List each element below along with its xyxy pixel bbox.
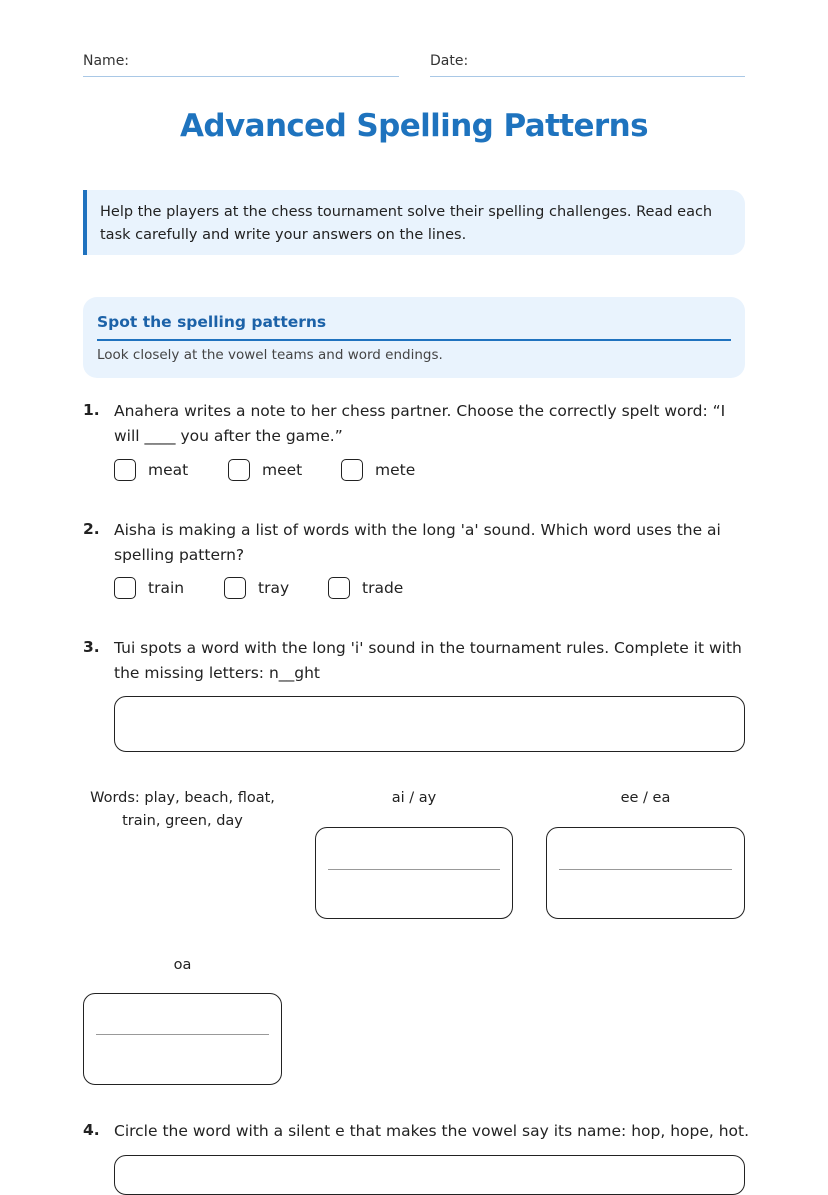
checkbox[interactable] [228, 459, 250, 481]
checkbox[interactable] [341, 459, 363, 481]
sort-box-ai-ay[interactable] [315, 827, 513, 919]
checkbox[interactable] [224, 577, 246, 599]
sort-group-label: oa [173, 957, 192, 973]
writing-line [328, 869, 500, 870]
question-2-option-1[interactable] [114, 577, 184, 599]
question-1-option-1[interactable] [114, 459, 188, 481]
sort-group-label: ee / ea [620, 790, 671, 806]
question-4-text: Circle the word with a silent e that makes the vowel say its name: hop, hope, hot. [114, 1122, 750, 1140]
word-bank: Words: play, beach, float, train, green, day [90, 790, 275, 829]
question-4-answer-box[interactable] [114, 1155, 745, 1195]
date-input-line[interactable] [430, 76, 745, 77]
option-label: meet [262, 461, 303, 479]
date-label: Date: [430, 53, 469, 69]
option-label: train [148, 579, 185, 597]
name-input-line[interactable] [83, 76, 399, 77]
page-title: Advanced Spelling Patterns [180, 108, 648, 144]
question-3-answer-box[interactable] [114, 696, 745, 752]
question-3-text: Tui spots a word with the long 'i' sound in the tournament rules. Complete it with the missing letters: n__ght [114, 639, 742, 682]
intro-callout [83, 190, 745, 255]
section-subtitle: Look closely at the vowel teams and word endings. [97, 347, 443, 363]
question-2-number: 2. [83, 520, 100, 538]
option-label: meat [148, 461, 189, 479]
sort-group-label: ai / ay [391, 790, 437, 806]
question-1-option-2[interactable] [228, 459, 302, 481]
option-label: tray [258, 579, 290, 597]
question-2-text: Aisha is making a list of words with the long 'a' sound. Which word uses the ai spelling pattern? [114, 521, 721, 564]
question-2-option-2[interactable] [224, 577, 289, 599]
section-title: Spot the spelling patterns [97, 313, 327, 331]
section-divider [97, 339, 731, 341]
checkbox[interactable] [114, 577, 136, 599]
option-label: mete [375, 461, 416, 479]
writing-line [559, 869, 732, 870]
question-3-number: 3. [83, 638, 100, 656]
question-1-option-3[interactable] [341, 459, 415, 481]
writing-line [96, 1034, 269, 1035]
option-label: trade [362, 579, 404, 597]
sort-box-ee-ea[interactable] [546, 827, 745, 919]
question-1-number: 1. [83, 401, 100, 419]
checkbox[interactable] [114, 459, 136, 481]
intro-text: Help the players at the chess tournament solve their spelling challenges. Read each task carefully and write your answers on the lines. [100, 204, 713, 243]
name-label: Name: [83, 53, 130, 69]
question-2-option-3[interactable] [328, 577, 403, 599]
checkbox[interactable] [328, 577, 350, 599]
sort-box-oa[interactable] [83, 993, 282, 1085]
question-1-text: Anahera writes a note to her chess partner. Choose the correctly spelt word: “I will ____ you after the game.” [114, 402, 726, 445]
question-4-number: 4. [83, 1121, 100, 1139]
section-header [83, 297, 745, 378]
